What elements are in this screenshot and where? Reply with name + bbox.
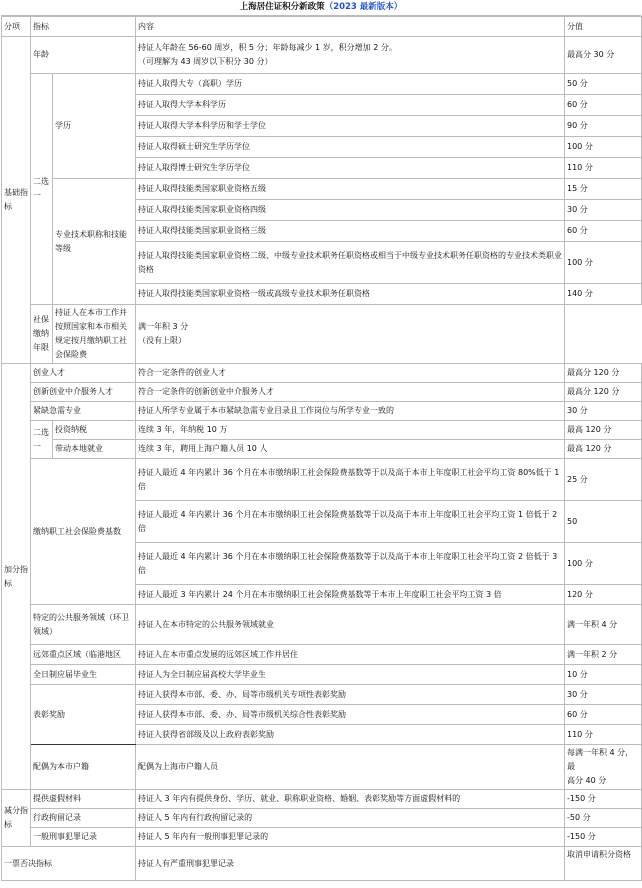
table-row bbox=[2, 828, 642, 847]
innovation-content: 符合一定条件的创新创业中介服务人才 bbox=[136, 383, 565, 402]
document-title bbox=[1, 0, 641, 16]
entrepreneur-score: 最高分 120 分 bbox=[565, 364, 642, 383]
skills-content: 持证人取得技能类国家职业资格一级或高级专业技术职务任职资格 bbox=[136, 284, 565, 305]
social-base-score: 120 分 bbox=[565, 585, 642, 605]
awards-content: 持证人获得本市部、委、办、局等市级机关综合性表彰奖励 bbox=[136, 705, 565, 725]
skills-score: 60 分 bbox=[565, 221, 642, 242]
education-score: 110 分 bbox=[565, 158, 642, 179]
bonus-category: 加分指标 bbox=[2, 364, 31, 790]
score-table bbox=[1, 16, 642, 881]
social-years-score bbox=[136, 305, 565, 364]
deduct-content: 持证人 5 年内有一般刑事犯罪记录的 bbox=[136, 828, 565, 847]
awards-score: 60 分 bbox=[565, 705, 642, 725]
public-service-score: 满一年积 4 分 bbox=[565, 605, 642, 645]
table-row bbox=[2, 847, 642, 881]
deduct-label: 一般刑事犯罪记录 bbox=[31, 828, 136, 847]
deduct-score: -50 分 bbox=[565, 809, 642, 828]
skills-score: 140 分 bbox=[565, 284, 642, 305]
title-main: 上海居住证积分新政策 bbox=[239, 2, 325, 12]
skills-content: 持证人取得技能类国家职业资格五级 bbox=[136, 179, 565, 200]
social-base-content: 持证人最近 4 年内累计 36 个月在本市缴纳职工社会保险费基数等于以及高于本市上年度职工社会平均工资 1 倍低于 2 倍 bbox=[136, 501, 565, 543]
deduct-content: 持证人 3 年内有提供身份、学历、就业、职称职业资格、婚姻、表彰奖励等方面虚假材料的 bbox=[136, 790, 565, 809]
table-row bbox=[2, 37, 642, 74]
header-category: 分项 bbox=[2, 17, 31, 37]
shortage-score: 30 分 bbox=[565, 402, 642, 421]
age-content-line: 持证人年龄在 56-60 周岁，积 5 分；年龄每减少 1 岁，积分增加 2 分。 bbox=[138, 43, 397, 52]
bonus-choose-one: 二选一 bbox=[31, 421, 53, 459]
innovation-label: 创新创业中介服务人才 bbox=[31, 383, 136, 402]
entrepreneur-content: 符合一定条件的创业人才 bbox=[136, 364, 565, 383]
social-years-score-note: （没有上限） bbox=[138, 336, 186, 345]
skills-content: 持证人取得技能类国家职业资格四级 bbox=[136, 200, 565, 221]
social-base-content: 持证人最近 4 年内累计 36 个月在本市缴纳职工社会保险费基数等于以及高于本市上年度职工社会平均工资 2 倍低于 3 倍 bbox=[136, 543, 565, 585]
fulltime-label: 全日制应届毕业生 bbox=[31, 665, 136, 685]
header-content: 内容 bbox=[136, 17, 565, 37]
skills-label: 专业技术职称和技能等级 bbox=[53, 179, 136, 305]
tax-content: 连续 3 年，年纳税 10 万 bbox=[136, 421, 565, 440]
deduct-label: 行政拘留记录 bbox=[31, 809, 136, 828]
spouse-label: 配偶为本市户籍 bbox=[31, 745, 136, 790]
table-row bbox=[2, 665, 642, 685]
spouse-content: 配偶为上海市户籍人员 bbox=[136, 745, 565, 790]
entrepreneur-label: 创业人才 bbox=[31, 364, 136, 383]
table-row bbox=[2, 305, 642, 364]
social-years-score-line: 满一年积 3 分 bbox=[138, 322, 189, 331]
spouse-score-line: 每满一年积 4 分，最 bbox=[567, 748, 634, 771]
shortage-label: 紧缺急需专业 bbox=[31, 402, 136, 421]
header-row bbox=[2, 17, 642, 37]
skills-score: 30 分 bbox=[565, 200, 642, 221]
table-row bbox=[2, 459, 642, 501]
basic-category: 基础指标 bbox=[2, 37, 31, 364]
tax-label: 投资纳税 bbox=[53, 421, 136, 440]
education-score: 50 分 bbox=[565, 74, 642, 95]
employment-label: 带动本地就业 bbox=[53, 440, 136, 459]
social-base-content: 持证人最近 3 年内累计 24 个月在本市缴纳职工社会保险费基数等于本市上年度职工社会平均工资 3 倍 bbox=[136, 585, 565, 605]
social-years-content: 持证人在本市工作并按照国家和本市相关规定按月缴纳职工社会保险费 bbox=[53, 305, 136, 364]
deduct-label: 提供虚假材料 bbox=[31, 790, 136, 809]
skills-score: 15 分 bbox=[565, 179, 642, 200]
social-base-score: 100 分 bbox=[565, 543, 642, 585]
shortage-content: 持证人所学专业属于本市紧缺急需专业目录且工作岗位与所学专业一致的 bbox=[136, 402, 565, 421]
public-service-content: 持证人在本市特定的公共服务领域就业 bbox=[136, 605, 565, 645]
education-content: 持证人取得大学本科学历和学士学位 bbox=[136, 116, 565, 137]
education-score: 60 分 bbox=[565, 95, 642, 116]
employment-score: 最高 120 分 bbox=[565, 440, 642, 459]
table-row bbox=[2, 364, 642, 383]
table-row bbox=[2, 809, 642, 828]
fulltime-score: 10 分 bbox=[565, 665, 642, 685]
social-base-content: 持证人最近 4 年内累计 36 个月在本市缴纳职工社会保险费基数等于以及高于本市上年度职工社会平均工资 80%低于 1 倍 bbox=[136, 459, 565, 501]
social-base-label: 缴纳职工社会保险费基数 bbox=[31, 459, 136, 605]
employment-content: 连续 3 年，聘用上海户籍人员 10 人 bbox=[136, 440, 565, 459]
header-indicator: 指标 bbox=[31, 17, 136, 37]
basic-choose-one: 二选一 bbox=[31, 74, 53, 305]
awards-content: 持证人获得省部级及以上政府表彰奖励 bbox=[136, 725, 565, 745]
suburb-content: 持证人在本市重点发展的远郊区域工作并居住 bbox=[136, 645, 565, 665]
public-service-label: 特定的公共服务领域（环卫领域） bbox=[31, 605, 136, 645]
deduct-score: -150 分 bbox=[565, 828, 642, 847]
table-row bbox=[2, 74, 642, 95]
spouse-score-note: 高分 40 分 bbox=[567, 776, 607, 785]
veto-label: 一票否决指标 bbox=[2, 847, 136, 881]
suburb-score: 满一年积 2 分 bbox=[565, 645, 642, 665]
table-row bbox=[2, 685, 642, 705]
veto-score: 取消申请积分资格 bbox=[565, 847, 642, 881]
table-row bbox=[2, 745, 642, 790]
education-label: 学历 bbox=[53, 74, 136, 179]
awards-label: 表彰奖励 bbox=[31, 685, 136, 745]
skills-content: 持证人取得技能类国家职业资格二级、中级专业技术职务任职资格或相当于中级专业技术职务任职资格的专业技术类职业资格 bbox=[136, 242, 565, 284]
fulltime-content: 持证人为全日制应届高校大学毕业生 bbox=[136, 665, 565, 685]
table-row bbox=[2, 790, 642, 809]
education-score: 100 分 bbox=[565, 137, 642, 158]
education-score: 90 分 bbox=[565, 116, 642, 137]
deduct-content: 持证人 5 年内有行政拘留记录的 bbox=[136, 809, 565, 828]
table-row bbox=[2, 421, 642, 440]
social-base-score: 25 分 bbox=[565, 459, 642, 501]
policy-document bbox=[1, 0, 641, 881]
innovation-score: 最高分 120 分 bbox=[565, 383, 642, 402]
table-row bbox=[2, 605, 642, 645]
awards-content: 持证人获得本市部、委、办、局等市级机关专项性表彰奖励 bbox=[136, 685, 565, 705]
spouse-score bbox=[565, 745, 642, 790]
education-content: 持证人取得大专（高职）学历 bbox=[136, 74, 565, 95]
table-row bbox=[2, 179, 642, 200]
age-content-note: （可理解为 43 周岁以下积分 30 分） bbox=[138, 57, 273, 66]
deduct-category: 减分指标 bbox=[2, 790, 31, 847]
awards-score: 30 分 bbox=[565, 685, 642, 705]
social-base-score: 50 bbox=[565, 501, 642, 543]
veto-content: 持证人有严重刑事犯罪记录 bbox=[136, 847, 565, 881]
table-row bbox=[2, 402, 642, 421]
skills-score: 100 分 bbox=[565, 242, 642, 284]
skills-content: 持证人取得技能类国家职业资格三级 bbox=[136, 221, 565, 242]
education-content: 持证人取得博士研究生学历学位 bbox=[136, 158, 565, 179]
education-content: 持证人取得硕士研究生学历学位 bbox=[136, 137, 565, 158]
awards-score: 110 分 bbox=[565, 725, 642, 745]
tax-score: 最高 120 分 bbox=[565, 421, 642, 440]
education-content: 持证人取得大学本科学历 bbox=[136, 95, 565, 116]
age-label: 年龄 bbox=[31, 37, 136, 74]
deduct-score: -150 分 bbox=[565, 790, 642, 809]
header-score: 分值 bbox=[565, 17, 642, 37]
age-score: 最高分 30 分 bbox=[565, 37, 642, 74]
social-years-label: 社保缴纳年限 bbox=[31, 305, 53, 364]
table-row bbox=[2, 645, 642, 665]
suburb-label: 远郊重点区域（临港地区 bbox=[31, 645, 136, 665]
age-content bbox=[136, 37, 565, 74]
table-row bbox=[2, 440, 642, 459]
title-accent: （2023 最新版本） bbox=[324, 2, 403, 12]
table-row bbox=[2, 383, 642, 402]
